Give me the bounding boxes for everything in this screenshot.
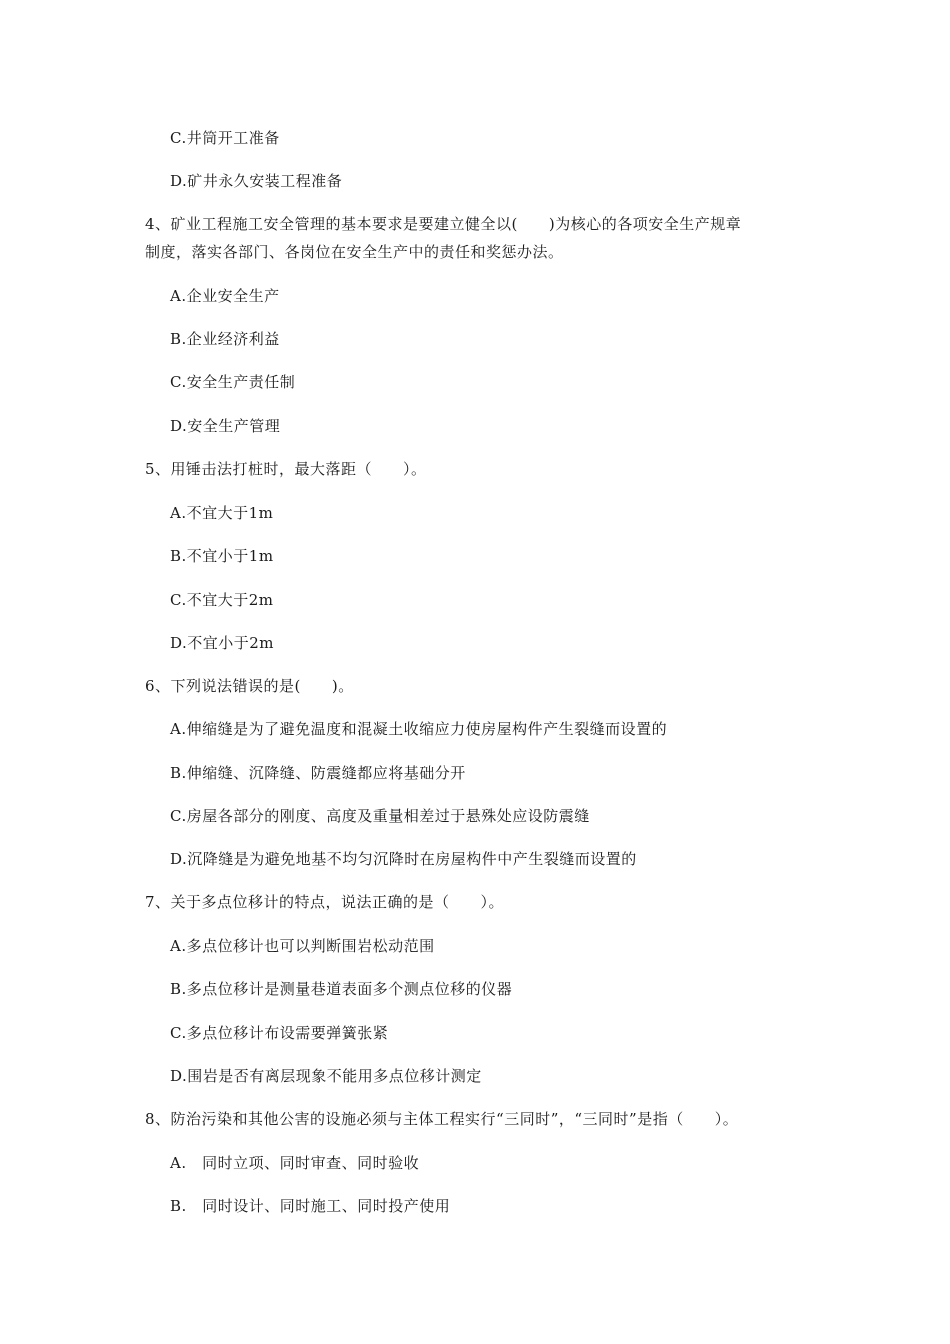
option-6c: C.房屋各部分的刚度、高度及重量相差过于悬殊处应设防震缝 [170,807,590,825]
question-5: 5、用锤击法打桩时，最大落距（ ）。 [145,460,427,478]
option-5d: D.不宜小于2m [170,634,275,652]
option-7d: D.围岩是否有离层现象不能用多点位移计测定 [170,1067,482,1085]
question-4-line-2: 制度，落实各部门、各岗位在安全生产中的责任和奖惩办法。 [145,243,564,261]
option-5b: B.不宜小于1m [170,547,274,565]
question-6: 6、下列说法错误的是( )。 [145,677,354,695]
option-4b: B.企业经济利益 [170,330,280,348]
option-8b: B. 同时设计、同时施工、同时投产使用 [170,1197,451,1215]
option-7b: B.多点位移计是测量巷道表面多个测点位移的仪器 [170,980,513,998]
question-4-line-1: 4、矿业工程施工安全管理的基本要求是要建立健全以( )为核心的各项安全生产规章 [145,215,742,233]
option-3d: D.矿井永久安装工程准备 [170,172,343,190]
question-8: 8、防治污染和其他公害的设施必须与主体工程实行“三同时”，“三同时”是指（ ）。 [145,1110,739,1128]
option-4c: C.安全生产责任制 [170,373,296,391]
option-7a: A.多点位移计也可以判断围岩松动范围 [170,937,435,955]
question-7: 7、关于多点位移计的特点，说法正确的是（ ）。 [145,893,505,911]
option-3c: C.井筒开工准备 [170,129,280,147]
option-7c: C.多点位移计布设需要弹簧张紧 [170,1024,389,1042]
option-6a: A.伸缩缝是为了避免温度和混凝土收缩应力使房屋构件产生裂缝而设置的 [170,720,668,738]
option-6d: D.沉降缝是为避免地基不均匀沉降时在房屋构件中产生裂缝而设置的 [170,850,637,868]
option-4a: A.企业安全生产 [170,287,280,305]
option-6b: B.伸缩缝、沉降缝、防震缝都应将基础分开 [170,764,466,782]
option-5a: A.不宜大于1m [170,504,274,522]
option-4d: D.安全生产管理 [170,417,281,435]
option-5c: C.不宜大于2m [170,591,274,609]
option-8a: A. 同时立项、同时审查、同时验收 [170,1154,420,1172]
